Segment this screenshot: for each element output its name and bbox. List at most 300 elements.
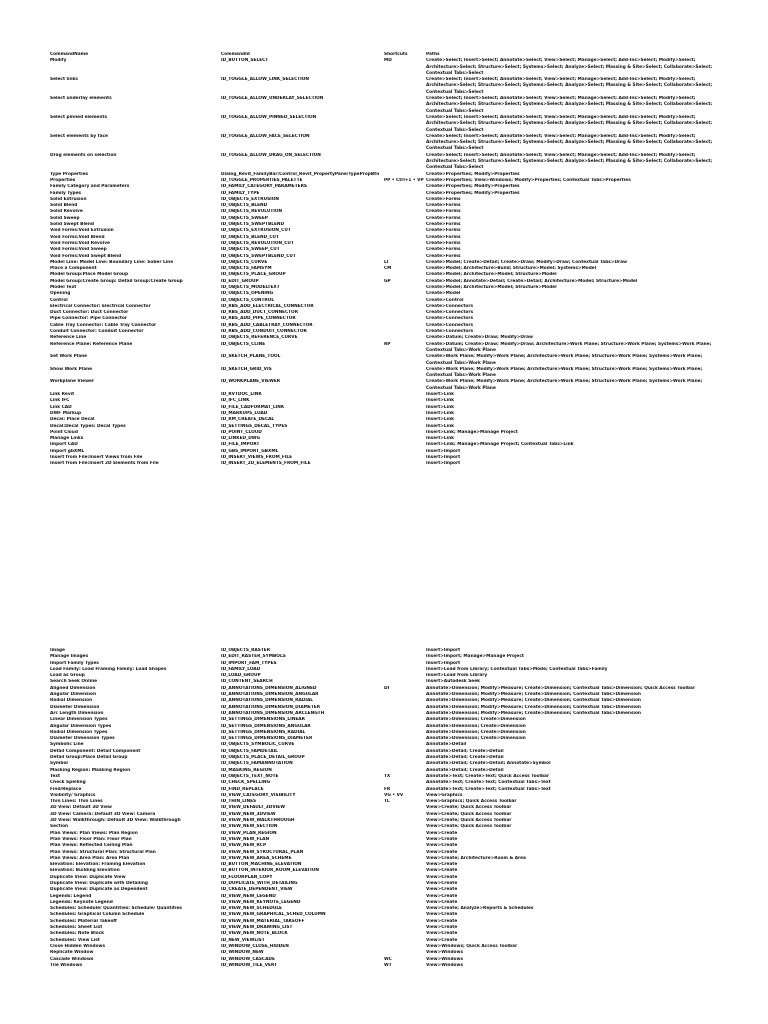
table-body-1 bbox=[50, 58, 750, 467]
command-name-cell: Solid Extrusion bbox=[50, 196, 87, 202]
path-cell: Annotate>Text; Create>Text; Contextual Tabs>Text bbox=[426, 786, 551, 792]
command-id-cell: ID_VIEW_NEW_GRAPHICAL_SCHED_COLUMN bbox=[221, 912, 326, 918]
path-cell: Insert>Link; Manage>Manage Project; Contextual Tabs>Link bbox=[426, 442, 574, 448]
command-name-cell: Text bbox=[50, 773, 61, 779]
path-cell: Insert>Import bbox=[426, 461, 461, 467]
path-cell: Create>Forms bbox=[426, 196, 461, 202]
path-cell: Annotate>Detail; Create>Detail; Annotate>Symbol bbox=[426, 761, 551, 767]
path-cell: Annotate>Dimension; Create>Dimension bbox=[426, 736, 526, 742]
command-name-cell: Replicate Window bbox=[50, 950, 94, 956]
command-id-cell: ID_OBJECTS_SWEEP_CUT bbox=[221, 247, 280, 253]
path-cell: Create>Select; Insert>Select; Annotate>Select; View>Select; Manage>Select; Add-Ins>Select; Modify>Select; Architecture>Select; Structure>Select; Systems>Select; Analyze>Select; Massing & Site>Select; Collaborate>Select; Contextual Tabs>Select bbox=[426, 133, 713, 152]
command-id-cell: ID_LINKED_DWG bbox=[221, 436, 261, 442]
path-cell: Insert>Link bbox=[426, 423, 455, 429]
command-name-cell: Point Cloud bbox=[50, 429, 78, 435]
command-id-cell: ID_ANNOTATIONS_DIMENSION_ALIGNED bbox=[221, 685, 317, 691]
command-name-cell: 3D View: Walkthrough: Default 3D View: Walkthrough bbox=[50, 818, 181, 824]
command-id-cell: ID_ANNOTATIONS_DIMENSION_ARCLENGTH bbox=[221, 710, 325, 716]
command-id-cell: ID_TOGGLE_ALLOW_LINK_SELECTION bbox=[221, 77, 310, 83]
command-name-cell: Solid Sweep bbox=[50, 215, 80, 221]
command-name-cell: Legends: Legend bbox=[50, 893, 92, 899]
command-name-cell: Select elements by face bbox=[50, 133, 108, 139]
path-cell: Annotate>Dimension; Create>Dimension bbox=[426, 723, 526, 729]
path-cell: View>Create bbox=[426, 880, 458, 886]
path-cell: Create>Model; Architecture>Model; Structure>Model bbox=[426, 284, 557, 290]
command-id-cell: ID_EDIT_GROUP bbox=[221, 278, 259, 284]
table-row bbox=[50, 379, 750, 392]
command-id-cell: ID_VIEW_DEFAULT_3DVIEW bbox=[221, 805, 285, 811]
path-cell: Insert>Link; Manage>Manage Project bbox=[426, 429, 518, 435]
path-cell: Insert>Import; Manage>Manage Project bbox=[426, 654, 524, 660]
path-cell: View>Create bbox=[426, 862, 458, 868]
command-id-cell: ID_RVTDOC_LINK bbox=[221, 392, 262, 398]
command-name-cell: Plan Views: Floor Plan: Floor Plan bbox=[50, 836, 132, 842]
command-name-cell: Insert from File:Insert Views from File bbox=[50, 455, 143, 460]
command-id-cell: ID_VIEW_NEW_STRUCTURAL_PLAN bbox=[221, 849, 304, 855]
command-name-cell: Void Forms:Void Revolve bbox=[50, 240, 110, 246]
table-row bbox=[50, 963, 750, 969]
command-id-cell: ID_VIEW_NEW_MATERIAL_TAKEOFF bbox=[221, 918, 305, 924]
command-id-cell: ID_VIEW_NEW_WALKTHROUGH bbox=[221, 818, 295, 824]
command-name-cell: Duplicate View: Duplicate View bbox=[50, 874, 126, 880]
command-id-cell: ID_VIEW_NEW_RCP bbox=[221, 843, 267, 849]
shortcut-cell: WC bbox=[384, 956, 392, 962]
command-id-cell: ID_OBJECTS_PLACE_DETAIL_GROUP bbox=[221, 755, 305, 761]
command-name-cell: Show Work Plane bbox=[50, 366, 93, 372]
path-cell: Annotate>Dimension; Modify>Measure; Create>Dimension; Contextual Tabs>Dimension bbox=[426, 704, 641, 710]
command-name-cell: Modify bbox=[50, 58, 67, 64]
path-cell: Annotate>Detail; Create>Detail bbox=[426, 767, 504, 773]
command-id-cell: ID_SKETCH_GRID_VIS bbox=[221, 366, 272, 372]
command-name-cell: Workplane Viewer bbox=[50, 379, 95, 385]
command-id-cell: ID_OBJECTS_TEXT_NOTE bbox=[221, 773, 279, 779]
command-id-cell: ID_OBJECTS_EXTRUSION_CUT bbox=[221, 228, 291, 234]
path-cell: View>Create; Quick Access Toolbar bbox=[426, 811, 512, 817]
path-cell: View>Create bbox=[426, 931, 458, 937]
command-id-cell: ID_SETTINGS_DIMENSIONS_RADIAL bbox=[221, 729, 306, 735]
path-cell: Create>Forms bbox=[426, 228, 461, 234]
command-name-cell: Visibility/ Graphics bbox=[50, 792, 96, 798]
command-name-cell: Model Group:Place Model Group bbox=[50, 272, 129, 278]
command-name-cell: Manage Images bbox=[50, 654, 89, 660]
command-name-cell: Manage Links bbox=[50, 436, 84, 442]
shortcut-cell: GP bbox=[384, 278, 391, 284]
table-row bbox=[50, 153, 750, 172]
command-name-cell: Place a Component bbox=[50, 266, 97, 272]
path-cell: Insert>Link bbox=[426, 392, 455, 398]
command-name-cell: Diameter Dimension bbox=[50, 704, 100, 710]
path-cell: View>Create bbox=[426, 899, 458, 905]
command-name-cell: Solid Blend bbox=[50, 203, 78, 209]
command-name-cell: Control bbox=[50, 297, 68, 303]
command-id-cell: ID_VIEW_NEW_SCHEDULE bbox=[221, 906, 282, 912]
path-cell: View>Create bbox=[426, 925, 458, 931]
path-cell: Annotate>Detail; Create>Detail bbox=[426, 748, 504, 754]
path-cell: Annotate>Text; Create>Text; Quick Access Toolbar bbox=[426, 773, 550, 779]
command-name-cell: Radial Dimension Types bbox=[50, 729, 108, 735]
path-cell: Create>Properties; Modify>Properties bbox=[426, 184, 520, 190]
path-cell: Insert>Import bbox=[426, 660, 461, 666]
command-name-cell: Plan Views: Structural Plan: Structural Plan bbox=[50, 849, 156, 855]
command-name-cell: Schedules: Material Takeoff bbox=[50, 918, 117, 924]
path-cell: Create>Select; Insert>Select; Annotate>Select; View>Select; Manage>Select; Add-Ins>Select; Modify>Select; Architecture>Select; Structure>Select; Systems>Select; Analyze>Select; Massing & Site>Select; Collaborate>Select; Contextual Tabs>Select bbox=[426, 77, 713, 95]
command-id-cell: ID_INSERT_VIEWS_FROM_FILE bbox=[221, 455, 293, 460]
command-name-cell: Schedules: View List bbox=[50, 937, 100, 943]
command-id-cell: ID_POINT_CLOUD bbox=[221, 429, 262, 435]
command-name-cell: Arc Length Dimension bbox=[50, 710, 104, 716]
path-cell: View>Windows bbox=[426, 962, 464, 968]
table-row bbox=[50, 77, 750, 96]
command-name-cell: Schedules: Note Block bbox=[50, 931, 105, 937]
command-name-cell: Link Revit bbox=[50, 392, 75, 398]
path-cell: View>Create bbox=[426, 874, 458, 880]
path-cell: Create>Select; Insert>Select; Annotate>Select; View>Select; Manage>Select; Add-Ins>Select; Modify>Select; Architecture>Select; Structure>Select; Systems>Select; Analyze>Select; Massing & Site>Select; Collaborate>Select; Contextual Tabs>Select bbox=[426, 58, 713, 76]
command-id-cell: ID_ANNOTATIONS_DIMENSION_DIAMETER bbox=[221, 704, 321, 710]
command-id-cell: ID_SKETCH_PLANE_TOOL bbox=[221, 354, 281, 360]
path-cell: View>Create bbox=[426, 893, 458, 899]
command-id-cell: ID_ANNOTATIONS_DIMENSION_RADIAL bbox=[221, 698, 314, 704]
command-id-cell: ID_VIEW_NEW_AREA_SCHEME bbox=[221, 855, 292, 861]
command-name-cell: Symbolic Line bbox=[50, 742, 84, 748]
command-id-cell: ID_OBJECTS_CONTROL bbox=[221, 297, 275, 303]
path-cell: Create>Forms bbox=[426, 209, 461, 215]
command-name-cell: Solid Revolve bbox=[50, 209, 83, 215]
command-id-cell: ID_VIEW_NEW_NOTE_BLOCK bbox=[221, 931, 288, 937]
table-section-1 bbox=[50, 52, 750, 468]
command-name-cell: Schedules: Sheet List bbox=[50, 925, 103, 931]
command-name-cell: Aligned Dimension bbox=[50, 685, 96, 691]
command-name-cell: Drag elements on selection bbox=[50, 152, 117, 158]
command-id-cell: ID_GBS_IMPORT_GBXML bbox=[221, 448, 279, 454]
header-command-name: CommandName bbox=[50, 52, 88, 57]
command-name-cell: Duplicate View: Duplicate with Detailing bbox=[50, 880, 148, 886]
command-id-cell: ID_OBJECTS_OPENING bbox=[221, 291, 274, 297]
path-cell: View>Create; Architecture>Room & Area bbox=[426, 855, 526, 861]
path-cell: Create>Work Plane; Modify>Work Plane; Architecture>Work Plane; Structure>Work Plane; Systems>Work Plane; Contextual Tabs>Work Plane bbox=[426, 354, 703, 366]
header-command-id: CommandId bbox=[221, 52, 250, 57]
path-cell: View>Windows bbox=[426, 950, 464, 956]
path-cell: Create>Forms bbox=[426, 247, 461, 253]
path-cell: View>Create bbox=[426, 937, 458, 943]
table-row bbox=[50, 96, 750, 115]
command-name-cell: Pipe Connector: Pipe Connector bbox=[50, 316, 128, 322]
path-cell: Create>Forms bbox=[426, 253, 461, 259]
command-id-cell: ID_FAMILY_TYPE bbox=[221, 190, 260, 196]
command-name-cell: Search Seek Online bbox=[50, 679, 98, 685]
command-id-cell: ID_CONTENT_SEARCH bbox=[221, 679, 273, 685]
command-name-cell: Reference Line bbox=[50, 335, 87, 341]
command-id-cell: ID_OBJECTS_MODELTEXT bbox=[221, 284, 280, 290]
command-id-cell: ID_NEW_VIEWLIST bbox=[221, 937, 265, 943]
table-body-2 bbox=[50, 648, 750, 969]
path-cell: Annotate>Detail bbox=[426, 742, 467, 748]
shortcut-cell: MD bbox=[384, 58, 392, 64]
command-id-cell: ID_RBS_ADD_CABLETRAY_CONNECTOR bbox=[221, 322, 313, 328]
command-name-cell: Cable Tray Connector: Cable Tray Connector bbox=[50, 322, 157, 328]
command-id-cell: ID_OBJECTS_RASTER bbox=[221, 648, 271, 653]
command-name-cell: Import Family Types bbox=[50, 660, 99, 666]
path-cell: Create>Connectors bbox=[426, 322, 474, 328]
command-name-cell: Schedules: Schedule/ Quantities: Schedule/ Quantities bbox=[50, 906, 182, 912]
path-cell: Create>Connectors bbox=[426, 316, 474, 322]
command-id-cell: ID_SETTINGS_DECAL_TYPES bbox=[221, 423, 288, 429]
command-name-cell: Angular Dimension bbox=[50, 692, 97, 698]
command-name-cell: Close Hidden Windows bbox=[50, 943, 106, 949]
command-id-cell: ID_TOGGLE_ALLOW_PINNED_SELECTION bbox=[221, 114, 317, 120]
path-cell: View>Windows; Quick Access Toolbar bbox=[426, 943, 518, 949]
path-cell: Create>Control bbox=[426, 297, 464, 303]
shortcut-cell: TL bbox=[384, 799, 390, 805]
command-name-cell: Void Forms:Void Blend bbox=[50, 234, 105, 240]
command-name-cell: Decal: Place Decal bbox=[50, 417, 95, 423]
command-id-cell: ID_OBJECTS_CLINE bbox=[221, 341, 266, 347]
command-id-cell: ID_FILE_IMPORT bbox=[221, 442, 260, 448]
shortcut-cell: FR bbox=[384, 786, 391, 792]
command-name-cell: Model Line: Model Line: Boundary Line: Sober Line bbox=[50, 259, 174, 265]
command-name-cell: Elevation: Elevation: Framing Elevation bbox=[50, 862, 146, 868]
table-row bbox=[50, 58, 750, 77]
command-id-cell: ID_RBS_ADD_CONDUIT_CONNECTOR bbox=[221, 329, 307, 335]
command-id-cell: ID_VIEW_CATEGORY_VISIBILITY bbox=[221, 792, 296, 798]
command-id-cell: ID_OBJECTS_SWEPTBLEND_CUT bbox=[221, 253, 296, 259]
command-name-cell: Insert from File:Insert 2D Elements from File bbox=[50, 461, 159, 467]
command-name-cell: Plan Views: Reflected Ceiling Plan bbox=[50, 843, 133, 849]
path-cell: Insert>Link bbox=[426, 436, 455, 442]
table-row bbox=[50, 115, 750, 134]
command-name-cell: Image bbox=[50, 648, 65, 653]
command-id-cell: ID_OBJECTS_REFERENCE_CURVE bbox=[221, 335, 298, 341]
path-cell: Create>Properties; View>Windows; Modify>Properties; Contextual Tabs>Properties bbox=[426, 177, 631, 183]
path-cell: Create>Model; Architecture>Build; Structure>Model; Systems>Model bbox=[426, 266, 597, 272]
command-id-cell: ID_OBJECTS_BLEND_CUT bbox=[221, 234, 279, 240]
path-cell: Annotate>Dimension; Modify>Measure; Create>Dimension; Contextual Tabs>Dimension bbox=[426, 698, 641, 704]
command-id-cell: ID_DUPLICATE_WITH_DETAILING bbox=[221, 880, 298, 886]
command-name-cell: Diameter Dimension Types bbox=[50, 736, 115, 742]
command-id-cell: ID_RM_CREATE_DECAL bbox=[221, 417, 275, 423]
path-cell: Annotate>Dimension; Modify>Measure; Create>Dimension; Contextual Tabs>Dimension bbox=[426, 710, 641, 716]
path-cell: Insert>Link bbox=[426, 404, 455, 410]
command-name-cell: Radial Dimension bbox=[50, 698, 93, 704]
command-name-cell: Link IFC bbox=[50, 398, 70, 404]
command-id-cell: ID_FILE_CADFORMAT_LINK bbox=[221, 404, 285, 410]
command-name-cell: Angular Dimension Types bbox=[50, 723, 112, 729]
command-name-cell: Model Group:Create Group: Detail Group:Create Group bbox=[50, 278, 183, 284]
command-id-cell: ID_OBJECTS_CURVE bbox=[221, 259, 268, 265]
shortcut-cell: TX bbox=[384, 773, 391, 779]
command-id-cell: ID_FLOORPLAN_COPY bbox=[221, 874, 273, 880]
path-cell: Create>Work Plane; Modify>Work Plane; Architecture>Work Plane; Structure>Work Plane; Systems>Work Plane; Contextual Tabs>Work Plane bbox=[426, 379, 703, 391]
command-name-cell: Tile Windows bbox=[50, 962, 83, 968]
command-name-cell: Conduit Connector: Conduit Connector bbox=[50, 329, 144, 335]
path-cell: Create>Work Plane; Modify>Work Plane; Architecture>Work Plane; Structure>Work Plane; Systems>Work Plane; Contextual Tabs>Work Plane bbox=[426, 366, 703, 379]
command-id-cell: ID_VIEW_NEW_LEGEND bbox=[221, 893, 276, 899]
command-id-cell: ID_TOGGLE_PROPERTIES_PALETTE bbox=[221, 177, 303, 183]
path-cell: View>Create bbox=[426, 887, 458, 893]
command-id-cell: ID_OBJECTS_BLEND bbox=[221, 203, 268, 209]
table-row bbox=[50, 342, 750, 355]
command-name-cell: Opening bbox=[50, 291, 71, 297]
command-id-cell: ID_EDIT_RASTER_SYMBOLS bbox=[221, 654, 286, 660]
command-id-cell: ID_OBJECTS_SYMBOLIC_CURVE bbox=[221, 742, 295, 748]
command-id-cell: ID_OBJECTS_REVOLUTION_CUT bbox=[221, 240, 294, 246]
command-name-cell: Schedules: Graphical Column Schedule bbox=[50, 912, 145, 918]
command-id-cell: ID_IFC_LINK bbox=[221, 398, 250, 404]
command-name-cell: Void Forms:Void Swept Blend bbox=[50, 253, 122, 259]
command-id-cell: ID_VIEW_NEW_DRAWING_LIST bbox=[221, 925, 293, 931]
shortcut-cell: VG • VV bbox=[384, 792, 404, 798]
path-cell: Create>Forms bbox=[426, 215, 461, 221]
path-cell: View>Create bbox=[426, 918, 458, 924]
command-id-cell: ID_SETTINGS_DIMENSIONS_DIAMETER bbox=[221, 736, 313, 742]
command-name-cell: Duplicate View: Duplicate as Dependent bbox=[50, 887, 148, 893]
path-cell: Insert>Import bbox=[426, 448, 461, 454]
command-id-cell: ID_WINDOW_CASCADE bbox=[221, 956, 275, 962]
path-cell: View>Create bbox=[426, 836, 458, 842]
path-cell: Annotate>Dimension; Modify>Measure; Create>Dimension; Contextual Tabs>Dimension bbox=[426, 692, 641, 698]
command-name-cell: Set Work Plane bbox=[50, 354, 88, 360]
path-cell: View>Graphics; Quick Access Toolbar bbox=[426, 799, 517, 805]
command-id-cell: ID_OBJECTS_SWEPTBLEND bbox=[221, 222, 285, 228]
command-name-cell: Import gbXML bbox=[50, 448, 85, 454]
path-cell: Create>Select; Insert>Select; Annotate>Select; View>Select; Manage>Select; Add-Ins>Select; Modify>Select; Architecture>Select; Structure>Select; Systems>Select; Analyze>Select; Massing & Site>Select; Collaborate>Select; Contextual Tabs>Select bbox=[426, 114, 713, 133]
command-name-cell: Family Types bbox=[50, 190, 82, 196]
path-cell: Annotate>Dimension; Create>Dimension bbox=[426, 717, 526, 723]
command-name-cell: Thin Lines: Thin Lines bbox=[50, 799, 103, 805]
command-name-cell: Plan Views: Plan Views: Plan Region bbox=[50, 830, 138, 836]
path-cell: Insert>Import bbox=[426, 648, 461, 653]
command-name-cell: Type Properties bbox=[50, 171, 89, 177]
path-cell: Create>Properties; Modify>Properties bbox=[426, 190, 520, 196]
path-cell: View>Create bbox=[426, 868, 458, 874]
command-id-cell: ID_RBS_ADD_ELECTRICAL_CONNECTOR bbox=[221, 303, 314, 309]
command-name-cell: Detail Group:Place Detail Group bbox=[50, 755, 128, 761]
command-name-cell: Select links bbox=[50, 77, 78, 83]
command-id-cell: ID_RBS_ADD_DUCT_CONNECTOR bbox=[221, 310, 299, 316]
command-id-cell: ID_ANNOTATIONS_DIMENSION_ANGULAR bbox=[221, 692, 319, 698]
path-cell: Annotate>Dimension; Create>Dimension bbox=[426, 729, 526, 735]
path-cell: Insert>Link bbox=[426, 398, 455, 404]
path-cell: View>Graphics bbox=[426, 792, 463, 798]
header-shortcuts: Shortcuts bbox=[384, 52, 408, 57]
table-row bbox=[50, 134, 750, 153]
command-name-cell: Link CAD bbox=[50, 404, 72, 410]
command-name-cell: Electrical Connector: Electrical Connector bbox=[50, 303, 151, 309]
path-cell: Create>Datum; Create>Draw; Modify>Draw bbox=[426, 335, 533, 341]
command-id-cell: ID_CREATE_DEPENDENT_VIEW bbox=[221, 887, 293, 893]
command-id-cell: ID_VIEW_PLAN_REGION bbox=[221, 830, 277, 836]
command-name-cell: Select pinned elements bbox=[50, 114, 108, 120]
command-id-cell: ID_OBJECTS_FAMSYM bbox=[221, 266, 272, 272]
path-cell: Insert>Import bbox=[426, 455, 461, 460]
shortcut-cell: CM bbox=[384, 266, 392, 272]
command-name-cell: Properties bbox=[50, 177, 76, 183]
path-cell: View>Create bbox=[426, 912, 458, 918]
command-name-cell: Plan Views: Area Plan: Area Plan bbox=[50, 855, 130, 861]
command-id-cell: ID_BUTTON_SELECT bbox=[221, 58, 269, 64]
path-cell: Create>Select; Insert>Select; Annotate>Select; View>Select; Manage>Select; Add-Ins>Select; Modify>Select; Architecture>Select; Structure>Select; Systems>Select; Analyze>Select; Massing & Site>Select; Collaborate>Select; Contextual Tabs>Select bbox=[426, 152, 713, 171]
command-id-cell: ID_TOGGLE_ALLOW_DRAG_ON_SELECTION bbox=[221, 152, 321, 158]
command-name-cell: Symbol bbox=[50, 761, 68, 767]
path-cell: Create>Datum; Create>Draw; Modify>Draw; Architecture>Work Plane; Structure>Work Plane; Systems>Work Plane; Contextual Tabs>Work Plane bbox=[426, 341, 712, 353]
command-name-cell: Detail Component: Detail Component bbox=[50, 748, 141, 754]
path-cell: Create>Model; Annotate>Detail; Create>Detail; Architecture>Model; Structure>Model bbox=[426, 278, 638, 284]
path-cell: Create>Connectors bbox=[426, 329, 474, 335]
command-id-cell: ID_WINDOW_NEW bbox=[221, 950, 264, 956]
path-cell: View>Create bbox=[426, 849, 458, 855]
command-name-cell: Import CAD bbox=[50, 442, 78, 448]
path-cell: Annotate>Text; Create>Text; Contextual Tabs>Text bbox=[426, 780, 551, 786]
command-name-cell: Section bbox=[50, 824, 69, 830]
command-id-cell: ID_TOGGLE_ALLOW_FACE_SELECTION bbox=[221, 133, 310, 139]
command-name-cell: Legends: Keynote Legend bbox=[50, 899, 113, 905]
command-name-cell: Reference Plane: Reference Plane bbox=[50, 341, 133, 347]
path-cell: Create>Properties; Modify>Properties bbox=[426, 171, 520, 177]
shortcut-cell: LI bbox=[384, 259, 389, 265]
table-row bbox=[50, 461, 750, 467]
shortcut-cell: WT bbox=[384, 962, 392, 968]
table-section-2 bbox=[50, 648, 750, 969]
command-id-cell: ID_OBJECTS_REVOLUTION bbox=[221, 209, 283, 215]
path-cell: Create>Forms bbox=[426, 240, 461, 246]
command-name-cell: Cascade Windows bbox=[50, 956, 94, 962]
path-cell: Create>Connectors bbox=[426, 303, 474, 309]
command-name-cell: Family Category and Parameters bbox=[50, 184, 130, 190]
command-id-cell: ID_VIEW_NEW_KEYNOTE_LEGEND bbox=[221, 899, 301, 905]
path-cell: View>Create; Quick Access Toolbar bbox=[426, 824, 512, 830]
command-id-cell: ID_FIND_REPLACE bbox=[221, 786, 264, 792]
path-cell: View>Create; Quick Access Toolbar bbox=[426, 805, 512, 811]
command-id-cell: ID_FAMILY_LOAD bbox=[221, 666, 261, 672]
path-cell: View>Create; Analyze>Reports & Schedules bbox=[426, 906, 534, 912]
shortcut-cell: RP bbox=[384, 341, 391, 347]
command-name-cell: Find/Replace bbox=[50, 786, 82, 792]
command-name-cell: 3D View: Default 3D View bbox=[50, 805, 112, 811]
path-cell: View>Windows bbox=[426, 956, 464, 962]
path-cell: Create>Forms bbox=[426, 234, 461, 240]
command-id-cell: ID_CHECK_SPELLING bbox=[221, 780, 271, 786]
path-cell: View>Create bbox=[426, 830, 458, 836]
command-id-cell: ID_BUTTON_INTERIOR_ROOM_ELEVATION bbox=[221, 868, 319, 874]
command-name-cell: Elevation: Building Elevation bbox=[50, 868, 120, 874]
command-id-cell: ID_VIEW_NEW_SECTION bbox=[221, 824, 278, 830]
command-name-cell: Duct Connector: Duct Connector bbox=[50, 310, 129, 316]
command-name-cell: Load as Group bbox=[50, 673, 85, 679]
command-name-cell: Check Spelling bbox=[50, 780, 86, 786]
path-cell: Create>Forms bbox=[426, 222, 461, 228]
shortcut-cell: PP • Ctrl+1 • VP bbox=[384, 177, 424, 183]
command-id-cell: ID_IMPORT_FAM_TYPES bbox=[221, 660, 277, 666]
shortcut-cell: DI bbox=[384, 685, 390, 691]
command-id-cell: ID_RBS_ADD_PIPE_CONNECTOR bbox=[221, 316, 296, 322]
path-cell: View>Create bbox=[426, 843, 458, 849]
command-id-cell: ID_FAMILY_CATEGORY_PARAMETERS bbox=[221, 184, 308, 190]
header-paths: Paths bbox=[426, 52, 440, 57]
command-name-cell: Solid Swept Blend bbox=[50, 222, 94, 228]
command-name-cell: Linear Dimension Types bbox=[50, 717, 108, 723]
command-id-cell: ID_SETTINGS_DIMENSIONS_ANGULAR bbox=[221, 723, 311, 729]
path-cell: Annotate>Detail; Create>Detail bbox=[426, 755, 504, 761]
command-name-cell: Decal:Decal Types: Decal Types bbox=[50, 423, 126, 429]
command-id-cell: ID_WINDOW_CLOSE_HIDDEN bbox=[221, 943, 289, 949]
path-cell: View>Create; Quick Access Toolbar bbox=[426, 818, 512, 824]
command-id-cell: ID_TOGGLE_ALLOW_UNDERLAY_SELECTION bbox=[221, 96, 324, 102]
command-id-cell: ID_SETTINGS_DIMENSIONS_LINEAR bbox=[221, 717, 305, 723]
path-cell: Insert>Link bbox=[426, 410, 455, 416]
command-id-cell: ID_INSERT_2D_ELEMENTS_FROM_FILE bbox=[221, 461, 311, 467]
path-cell: Insert>Load from Library; Contextual Tabs>Mode; Contextual Tabs>Family bbox=[426, 666, 608, 672]
command-id-cell: ID_WORKPLANE_VIEWER bbox=[221, 379, 281, 385]
path-cell: Create>Model; Create>Detail; Create>Draw; Modify>Draw; Contextual Tabs>Draw bbox=[426, 259, 628, 265]
